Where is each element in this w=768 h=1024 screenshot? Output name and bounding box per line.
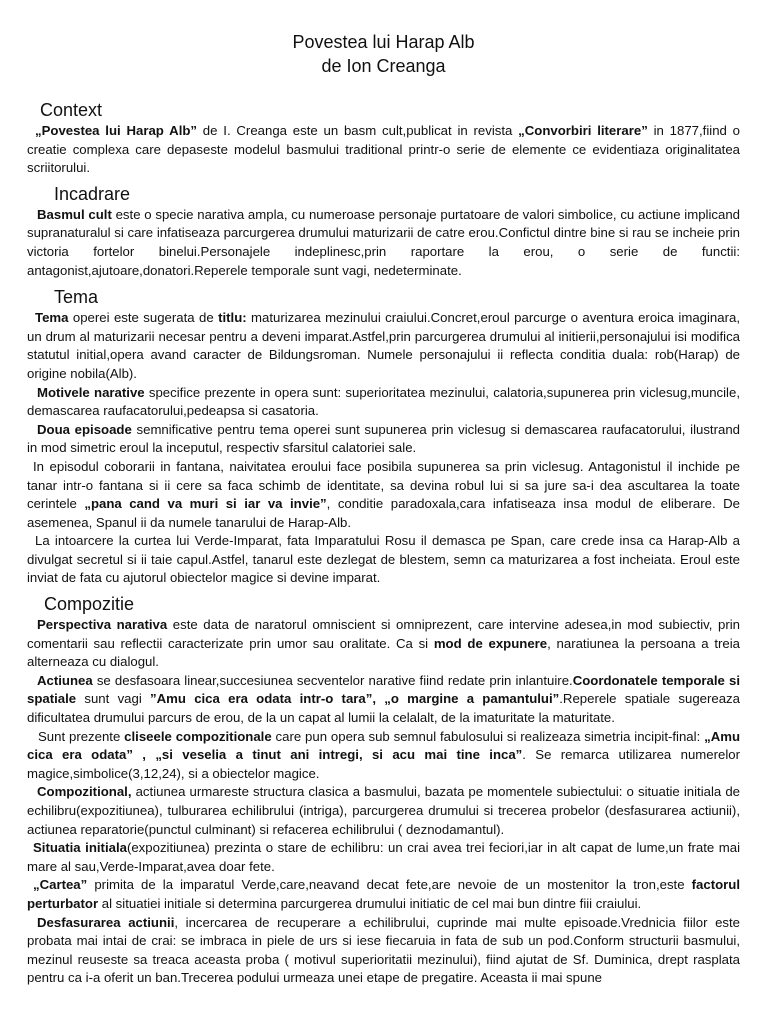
text-run: actiunea urmareste structura clasica a basmului, bazata pe momentele subiectului: o situatie initiala de echilibru(expozitiunea), tulburarea echilibrului (intriga), parcurgerea drumului si trecerea probelor (desfasurarea actiunii), actiunea reparatorie(punctul culminant) si refacerea echilibrului ( deznodamantul). — [27, 784, 740, 837]
tema-heading: Tema — [54, 287, 99, 308]
text-run: semnificative pentru tema operei sunt supunerea prin viclesug si demascarea raufacatorului, ilustrand in mod simetric eroul la inceputul, respectiv sfarsitul calatoriei sale. — [27, 421, 740, 456]
compozitie-heading: Compozitie — [44, 594, 135, 615]
text-run: , naratiunea la persoana a treia alterneaza cu dialogul. — [27, 635, 740, 670]
bold-text-run: Desfasurarea actiunii — [37, 914, 175, 930]
compozitie-paragraph-4 — [27, 783, 740, 839]
bold-text-run: Motivele narative — [37, 384, 145, 400]
compozitie-paragraph-5 — [27, 839, 740, 876]
tema-paragraph-2 — [27, 384, 740, 421]
text-run: .Reperele spatiale sugereaza dificultatea drumului parcurs de erou, de la un capat al lumii la celalalt, de la imaturitate la maturitate. — [27, 691, 740, 726]
text-run: operei este sugerata de — [68, 310, 219, 326]
bold-text-run: titlu: — [218, 310, 247, 326]
bold-text-run: „Povestea lui Harap Alb” — [35, 123, 198, 138]
text-run: al situatiei initiale si determina parcurgerea drumului initiatic de cel mai bun dintre fiii craiului. — [98, 895, 642, 911]
text-run: este o specie narativa ampla, cu numeroase personaje purtatoare de valori simbolice, cu actiune implicand supranaturalul si care infatiseaza parcurgerea drumului maturizarii de catre erou.Confictul dintre bine si rau se incheie prin victoria fortelor binelui.Personajele indeplinesc,prin raportare la erou, o serie de functii: antagonist,ajutoare,donatori.Reperele temporale sunt vagi, nedeterminate. — [27, 206, 740, 278]
bold-text-run: factorul perturbator — [27, 877, 740, 911]
text-run: care pun opera sub semnul fabulosului si realizeaza simetria incipit-final: — [271, 728, 705, 744]
bold-text-run: „Amu cica era odata” , „si veselia a tinut ani intregi, si acu mai tine inca” — [27, 728, 741, 763]
text-run: sunt vagi — [76, 691, 151, 707]
bold-text-run: „Convorbiri literare” — [518, 123, 648, 138]
bold-text-run: Actiunea — [37, 672, 93, 688]
bold-text-run: Coordonatele temporale si spatiale — [27, 672, 740, 707]
compozitie-paragraph-1 — [27, 616, 740, 672]
context-paragraph — [27, 122, 740, 178]
context-heading: Context — [40, 100, 103, 120]
text-run: , conditie paradoxala,cara infatiseaza insa modul de eliberare. De asemenea, Spanul ii da numele tanarului de Harap-Alb. — [27, 496, 740, 530]
text-run: La intoarcere la curtea lui Verde-Imparat, fata Imparatului Rosu il demasca pe Span, care crede insa ca Harap-Alb a divulgat secretul si ii taie capul.Astfel, tanarul este dezlegat de blestem, semn ca maturizarea a fost incheiata. Eroul este inviat de fata cu ajutorul obiectelor magice si devine imparat. — [27, 533, 740, 586]
bold-text-run: Perspectiva narativa — [37, 617, 168, 633]
bold-text-run: Situatia initiala — [33, 840, 127, 856]
compozitie-paragraph-6 — [27, 876, 740, 913]
text-run: Sunt prezente — [38, 728, 125, 744]
bold-text-run: „Cartea” — [33, 877, 88, 893]
text-run: In episodul coborarii in fantana, naivitatea eroului face posibila supunerea sa prin viclesug. Antagonistul il inchide pe tanar intr-o fantana si ii cere sa faca schimb de identitate, sa devina robul lui si sa jure sa-i dea ascultarea la toate cerintele — [27, 458, 740, 512]
text-run: specifice prezente in opera sunt: superioritatea mezinului, calatoria,supunerea prin viclesug,muncile, demascarea raufacatorului,pedeapsa si casatoria. — [27, 384, 740, 419]
document-author: de Ion Creanga — [321, 56, 446, 76]
text-run: . Se remarca utilizarea numerelor magice,simbolice(3,12,24), si a obiectelor magice. — [27, 747, 740, 781]
tema-paragraph-3 — [27, 421, 740, 458]
text-run: , incercarea de recuperare a echilibrului, cuprinde mai multe episoade.Vrednicia fiilor este probata mai intai de crai: se imbraca in piele de urs si iese fiecaruia in fata de sub un pod.Conform structurii basmului, mezinul reuseste sa treaca aceasta proba ( motivul superioritatii mezinului), fiind ajutat de Sf. Duminica, drept rasplata pentru ca i-a oferit un ban.Trecerea podului urmeaza unei etape de pregatire. Aceasta ii mai spune — [27, 914, 740, 986]
bold-text-run: Doua episoade — [37, 421, 132, 437]
text-run: primita de la imparatul Verde,care,neavand decat fete,are nevoie de un mostenitor la tron,este — [87, 877, 692, 893]
bold-text-run: „pana cand va muri si iar va invie” — [84, 496, 327, 512]
text-run: (expozitiunea) prezinta o stare de echilibru: un crai avea trei feciori,iar in alt capat de lume,un frate mai mare al sau,Verde-Imparat,avea doar fete. — [27, 840, 740, 874]
bold-text-run: cliseele compozitionale — [124, 728, 272, 744]
text-run: in 1877,fiind o creatie complexa care depaseste modelul basmului traditional printr-o serie de elemente ce evidentiaza originalitatea scriitorului. — [27, 123, 740, 176]
bold-text-run: Tema — [35, 310, 69, 326]
bold-text-run: ”Amu cica era odata intr-o tara”, „o margine a pamantului” — [150, 691, 560, 707]
text-run: este data de naratorul omniscient si omniprezent, care intervine adesea,in mod subiectiv, prin comentarii sau reflectii caracterizate prin umor sau oralitate. Ca si — [27, 617, 741, 651]
tema-paragraph-5 — [27, 532, 740, 588]
text-run: maturizarea mezinului craiului.Concret,eroul parcurge o aventura eroica imaginara, un drum al maturizarii necesar pentru a deveni imparat.Astfel,prin parcurgerea drumului al initierii,personajului isi modifica statutul initial,opera avand caracter de Bildungsroman. Numele personajului ii reflecta conditia duala: rob(Harap) de origine nobila(Alb). — [27, 310, 740, 381]
tema-paragraph-1 — [27, 309, 740, 383]
tema-paragraph-4 — [27, 458, 740, 532]
document-title: Povestea lui Harap Alb — [292, 32, 475, 52]
incadrare-heading: Incadrare — [54, 183, 131, 204]
compozitie-paragraph-7 — [27, 914, 740, 988]
compozitie-paragraph-2 — [27, 672, 740, 728]
bold-text-run: Basmul cult — [37, 206, 112, 222]
bold-text-run: Compozitional, — [37, 784, 132, 800]
incadrare-paragraph — [27, 206, 740, 280]
text-run: de I. Creanga este un basm cult,publicat in revista — [197, 123, 519, 138]
text-run: se desfasoara linear,succesiunea secventelor narative fiind redate prin inlantuire. — [92, 672, 573, 688]
bold-text-run: mod de expunere — [433, 635, 548, 651]
compozitie-paragraph-3 — [27, 728, 740, 784]
